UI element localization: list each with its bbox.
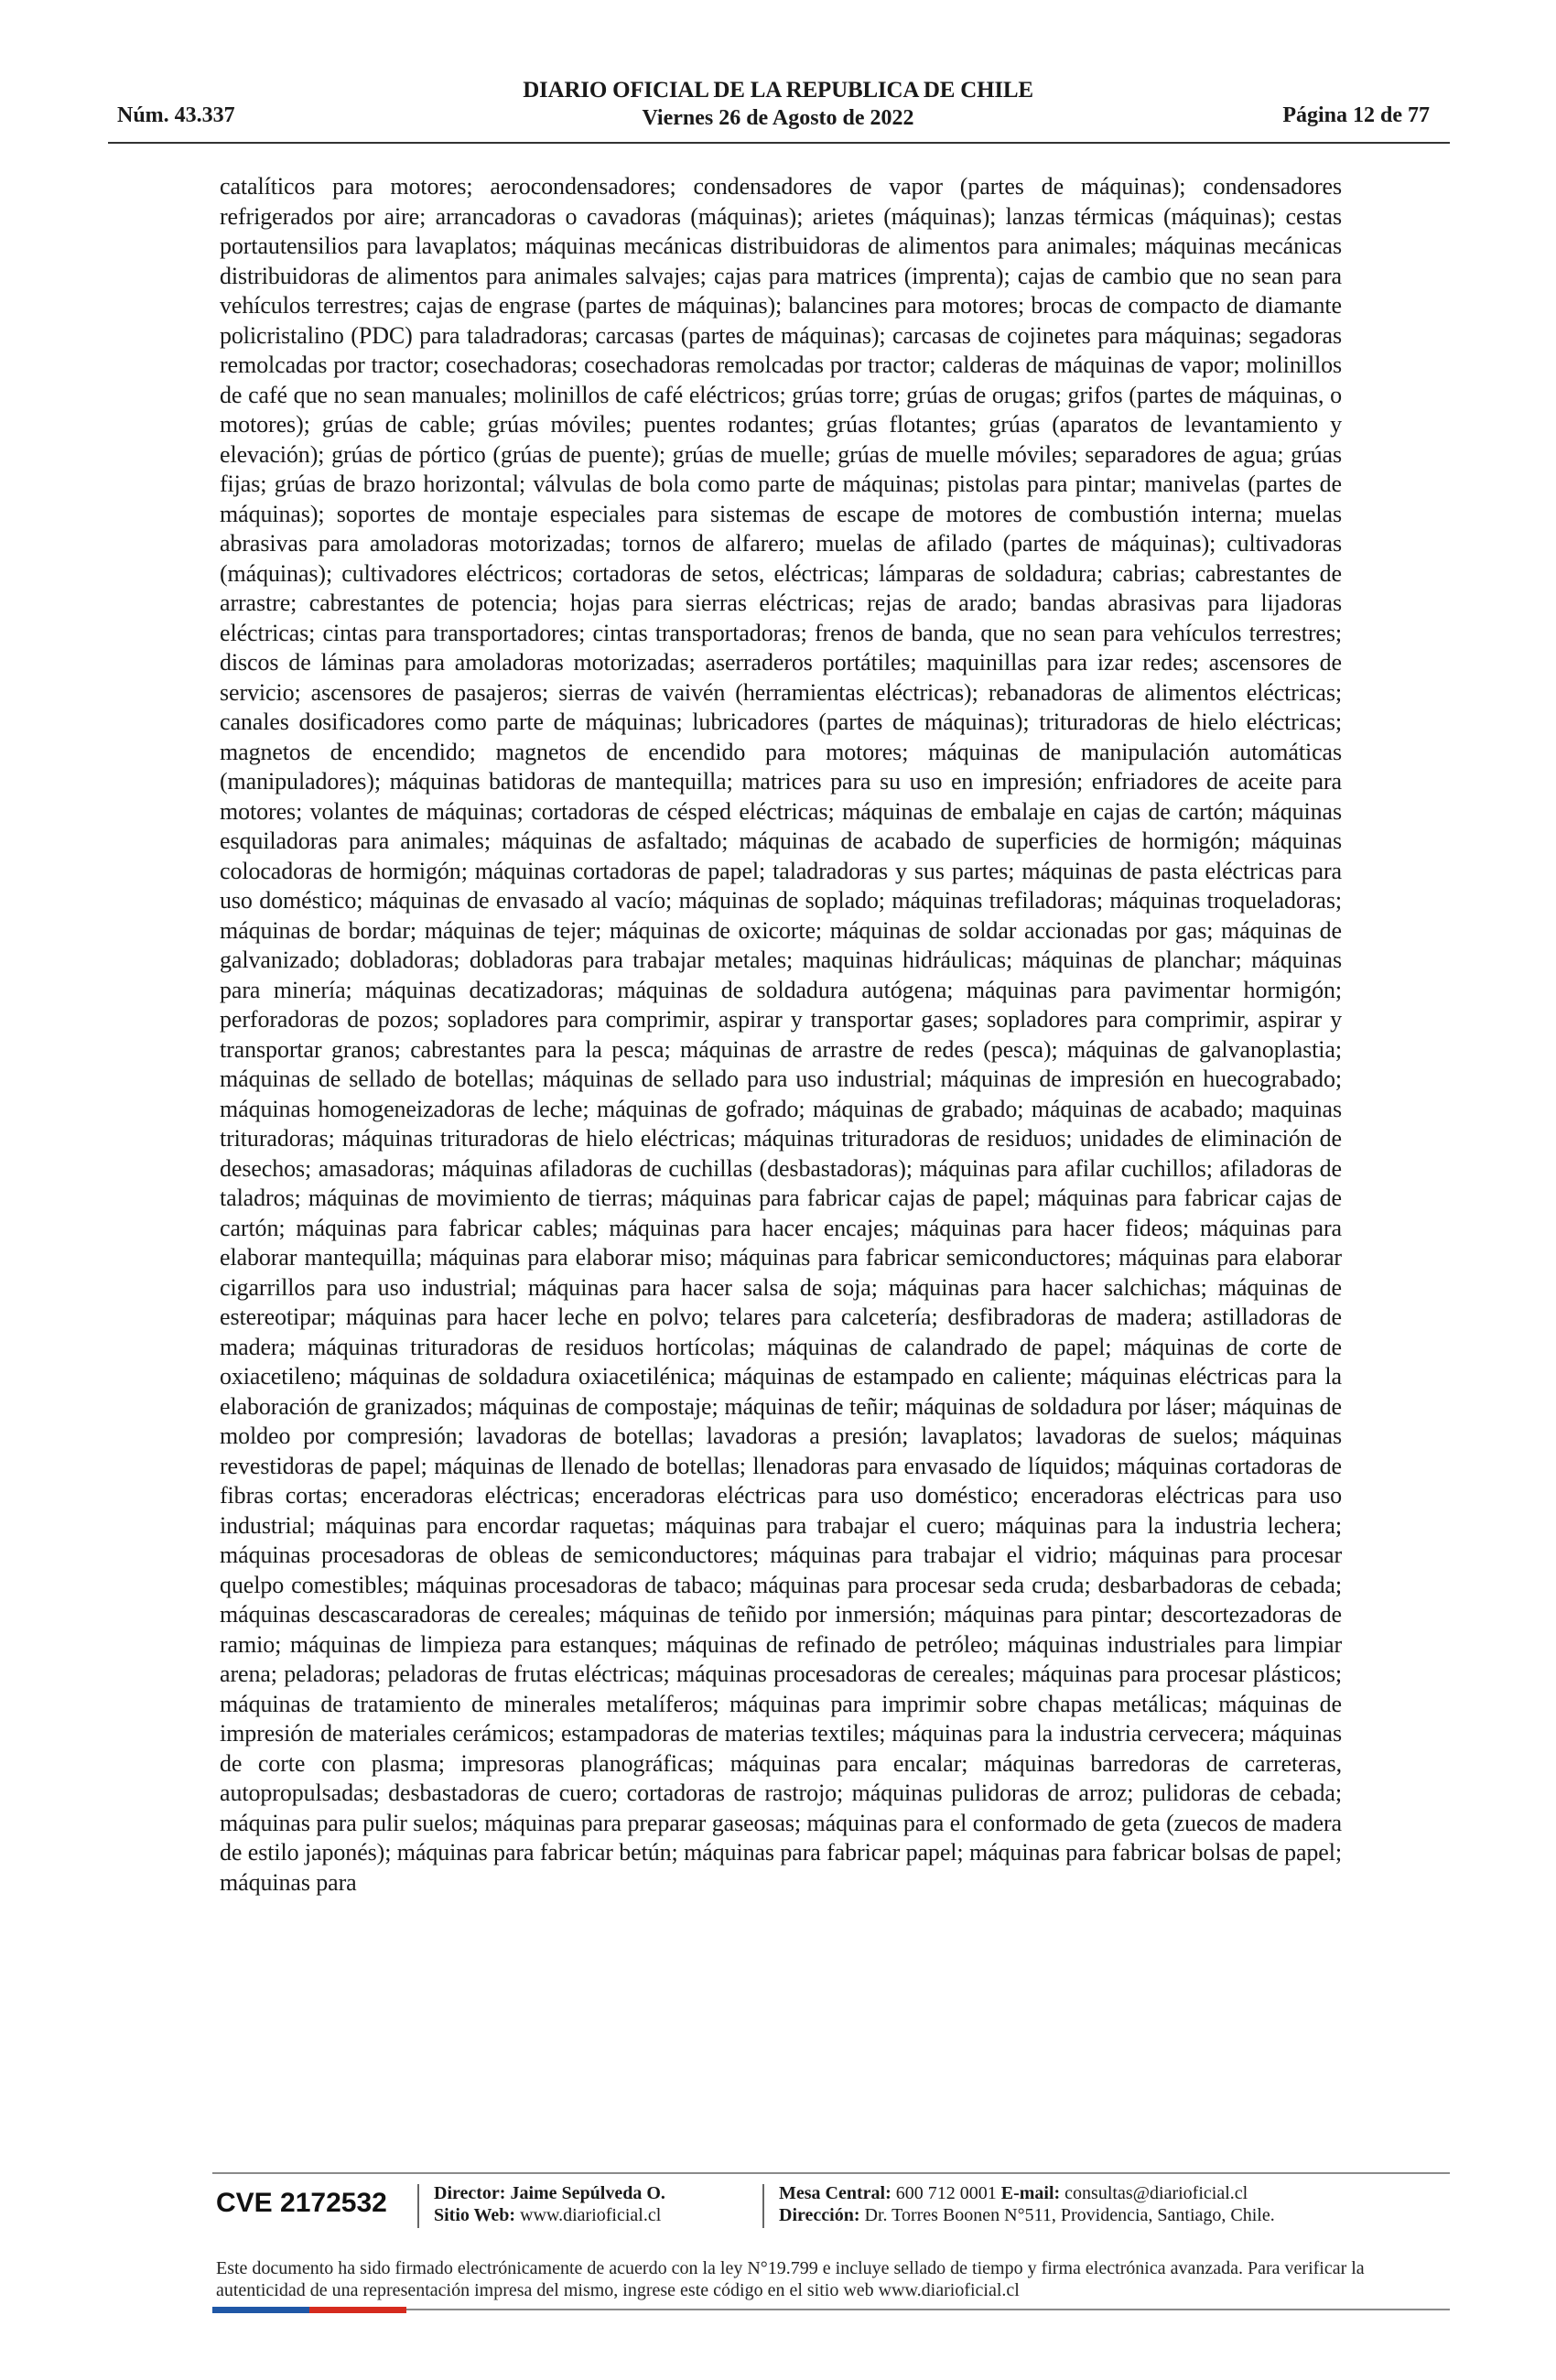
address-value: Dr. Torres Boonen N°511, Providencia, Santiago, Chile.	[864, 2205, 1275, 2225]
web-link[interactable]: www.diarioficial.cl	[520, 2205, 662, 2225]
email-label: E-mail:	[1000, 2183, 1061, 2203]
footer-separator	[417, 2184, 419, 2228]
director-label: Director:	[434, 2183, 506, 2203]
director-name: Jaime Sepúlveda O.	[510, 2183, 665, 2203]
flag-stripe-blue	[212, 2307, 309, 2313]
footer-contact-block	[779, 2182, 1275, 2226]
footer-separator	[762, 2184, 764, 2228]
footer-divider	[212, 2172, 1450, 2174]
body-paragraph: catalíticos para motores; aerocondensadores; condensadores de vapor (partes de máquinas); condensadores refrigerados por aire; arrancadoras o cavadoras (máquinas); arietes (máquinas); lanzas térmicas (máquinas); cestas portautensilios para lavaplatos; máquinas mecánicas distribuidoras de alimentos para animales; máquinas mecánicas distribuidoras de alimentos para animales salvajes; cajas para matrices (imprenta); cajas de cambio que no sean para vehículos terrestres; cajas de engrase (partes de máquinas); balancines para motores; brocas de compacto de diamante policristalino (PDC) para taladradoras; carcasas (partes de máquinas); carcasas de cojinetes para máquinas; segadoras remolcadas por tractor; cosechadoras; cosechadoras remolcadas por tractor; calderas de máquinas de vapor; molinillos de café que no sean manuales; molinillos de café eléctricos; grúas torre; grúas de orugas; grifos (partes de máquinas, o motores); grúas de cable; grúas móviles; puentes rodantes; grúas flotantes; grúas (aparatos de levantamiento y elevación); grúas de pórtico (grúas de puente); grúas de muelle; grúas de muelle móviles; separadores de agua; grúas fijas; grúas de brazo horizontal; válvulas de bola como parte de máquinas; pistolas para pintar; manivelas (partes de máquinas); soportes de montaje especiales para sistemas de escape de motores de combustión interna; muelas abrasivas para amoladoras motorizadas; tornos de alfarero; muelas de afilado (partes de máquinas); cultivadoras (máquinas); cultivadores eléctricos; cortadoras de setos, eléctricas; lámparas de soldadura; cabrias; cabrestantes de arrastre; cabrestantes de potencia; hojas para sierras eléctricas; rejas de arado; bandas abrasivas para lijadoras eléctricas; cintas para transportadores; cintas transportadoras; frenos de banda, que no sean para vehículos terrestres; discos de láminas para amoladoras motorizadas; aserraderos portátiles; maquinillas para izar redes; ascensores de servicio; ascensores de pasajeros; sierras de vaivén (herramientas eléctricas); rebanadoras de alimentos eléctricas; canales dosificadores como parte de máquinas; lubricadores (partes de máquinas); trituradoras de hielo eléctricas; magnetos de encendido; magnetos de encendido para motores; máquinas de manipulación automáticas (manipuladores); máquinas batidoras de mantequilla; matrices para su uso en impresión; enfriadores de aceite para motores; volantes de máquinas; cortadoras de césped eléctricas; máquinas de embalaje en cajas de cartón; máquinas esquiladoras para animales; máquinas de asfaltado; máquinas de acabado de superficies de hormigón; máquinas colocadoras de hormigón; máquinas cortadoras de papel; taladradoras y sus partes; máquinas de pasta eléctricas para uso doméstico; máquinas de envasado al vacío; máquinas de soplado; máquinas trefiladoras; máquinas troqueladoras; máquinas de bordar; máquinas de tejer; máquinas de oxicorte; máquinas de soldar accionadas por gas; máquinas de galvanizado; dobladoras; dobladoras para trabajar metales; maquinas hidráulicas; máquinas de planchar; máquinas para minería; máquinas decatizadoras; máquinas de soldadura autógena; máquinas para pavimentar hormigón; perforadoras de pozos; sopladores para comprimir, aspirar y transportar gases; sopladores para comprimir, aspirar y transportar granos; cabrestantes para la pesca; máquinas de arrastre de redes (pesca); máquinas de galvanoplastia; máquinas de sellado de botellas; máquinas de sellado para uso industrial; máquinas de impresión en huecograbado; máquinas homogeneizadoras de leche; máquinas de gofrado; máquinas de grabado; máquinas de acabado; maquinas trituradoras; máquinas trituradoras de hielo eléctricas; máquinas trituradoras de residuos; unidades de eliminación de desechos; amasadoras; máquinas afiladoras de cuchillas (desbastadoras); máquinas para afilar cuchillos; afiladoras de taladros; máquinas de movimiento de tierras; máquinas para fabricar cajas de papel; máquinas para fabricar cajas de cartón; máquinas para fabricar cables; máquinas para hacer encajes; máquinas para hacer fideos; máquinas para elaborar mantequilla; máquinas para elaborar miso; máquinas para fabricar semiconductores; máquinas para elaborar cigarrillos para uso industrial; máquinas para hacer salsa de soja; máquinas para hacer salchichas; máquinas de estereotipar; máquinas para hacer leche en polvo; telares para calcetería; desfibradoras de madera; astilladoras de madera; máquinas trituradoras de residuos hortícolas; máquinas de calandrado de papel; máquinas de corte de oxiacetileno; máquinas de soldadura oxiacetilénica; máquinas de estampado en caliente; máquinas eléctricas para la elaboración de granizados; máquinas de compostaje; máquinas de teñir; máquinas de soldadura por láser; máquinas de moldeo por compresión; lavadoras de botellas; lavadoras a presión; lavaplatos; lavadoras de suelos; máquinas revestidoras de papel; máquinas de llenado de botellas; llenadoras para envasado de líquidos; máquinas cortadoras de fibras cortas; enceradoras eléctricas; enceradoras eléctricas para uso doméstico; enceradoras eléctricas para uso industrial; máquinas para encordar raquetas; máquinas para trabajar el cuero; máquinas para la industria lechera; máquinas procesadoras de obleas de semiconductores; máquinas para trabajar el vidrio; máquinas para procesar quelpo comestibles; máquinas procesadoras de tabaco; máquinas para procesar seda cruda; desbarbadoras de cebada; máquinas descascaradoras de cereales; máquinas de teñido por inmersión; máquinas para pintar; descortezadoras de ramio; máquinas de limpieza para estanques; máquinas de refinado de petróleo; máquinas industriales para limpiar arena; peladoras; peladoras de frutas eléctricas; máquinas procesadoras de cereales; máquinas para procesar plásticos; máquinas de tratamiento de minerales metalíferos; máquinas para imprimir sobre chapas metálicas; máquinas de impresión de materiales cerámicos; estampadoras de materias textiles; máquinas para la industria cervecera; máquinas de corte con plasma; impresoras planográficas; máquinas para encalar; máquinas barredoras de carreteras, autopropulsadas; desbastadoras de cuero; cortadoras de rastrojo; máquinas pulidoras de arroz; pulidoras de cebada; máquinas para pulir suelos; máquinas para preparar gaseosas; máquinas para el conformado de geta (zuecos de madera de estilo japonés); máquinas para fabricar betún; máquinas para fabricar papel; máquinas para fabricar bolsas de papel; máquinas para	[220, 173, 1342, 1896]
publication-title: DIARIO OFICIAL DE LA REPUBLICA DE CHILE	[523, 78, 1033, 103]
flag-stripe-red	[309, 2307, 406, 2313]
publication-date: Viernes 26 de Agosto de 2022	[642, 106, 914, 130]
email-link[interactable]: consultas@diarioficial.cl	[1064, 2183, 1248, 2203]
phone-value: 600 712 0001	[895, 2183, 997, 2203]
address-label: Dirección:	[779, 2205, 860, 2225]
header-divider	[108, 142, 1450, 144]
phone-label: Mesa Central:	[779, 2183, 891, 2203]
cve-code: CVE 2172532	[216, 2188, 387, 2218]
signature-notice: Este documento ha sido firmado electrónicamente de acuerdo con la ley N°19.799 e incluye sellado de tiempo y firma electrónica avanzada. Para verificar la autenticidad de una representación impresa del mismo, ingrese este código en el sitio web www.diarioficial.cl	[216, 2258, 1365, 2300]
masthead	[403, 77, 1153, 132]
footer-director-block	[434, 2182, 665, 2226]
page-indicator: Página 12 de 77	[1282, 103, 1430, 127]
issue-number: Núm. 43.337	[117, 103, 235, 127]
web-label: Sitio Web:	[434, 2205, 516, 2225]
